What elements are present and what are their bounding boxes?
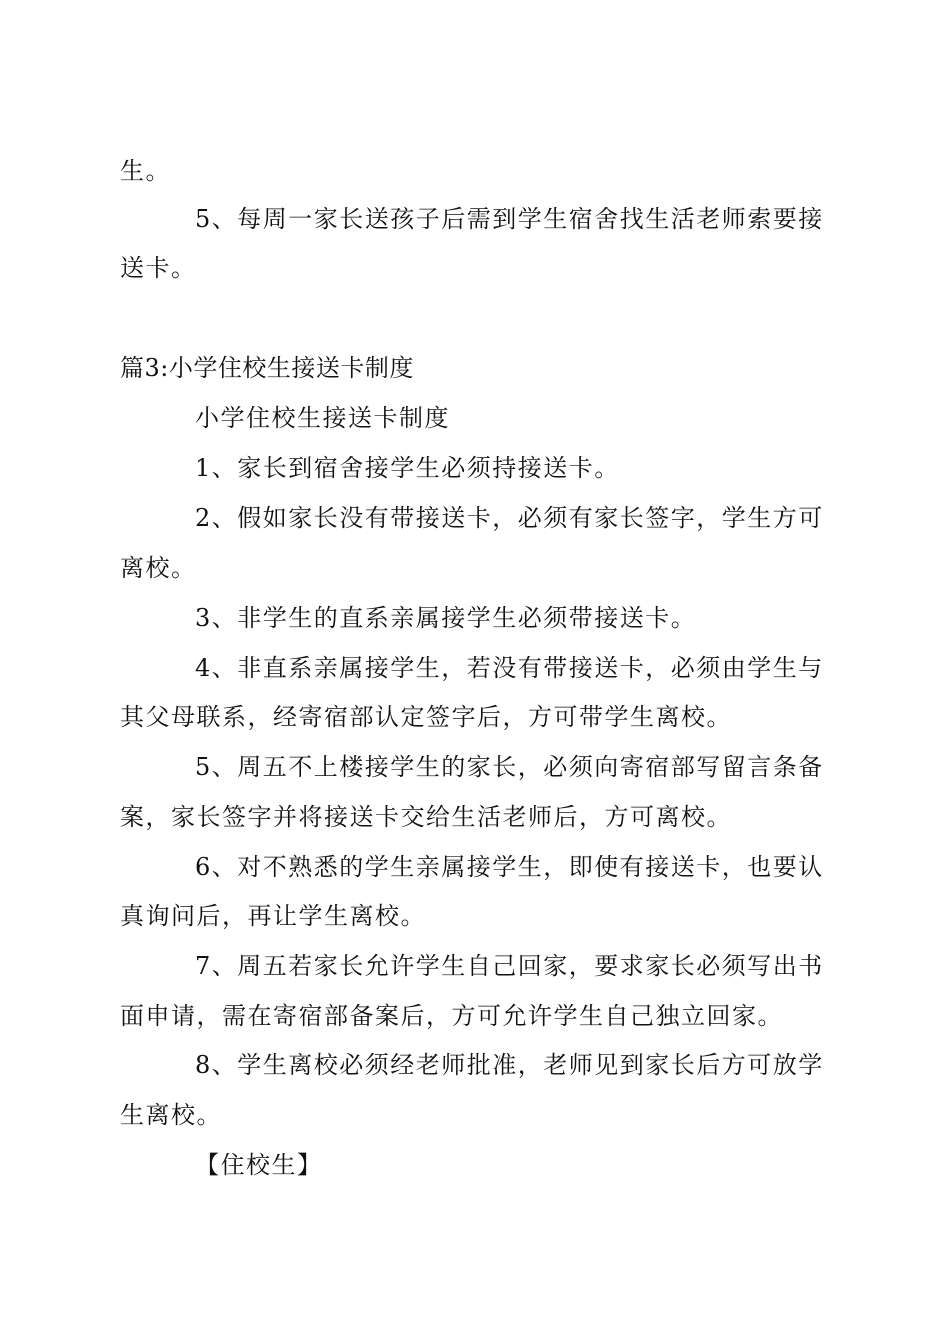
text-line: 7、周五若家长允许学生自己回家，要求家长必须写出书 xyxy=(195,952,824,980)
text-line: 5、周五不上楼接学生的家长，必须向寄宿部写留言条备 xyxy=(195,753,824,781)
text-line: 面申请，需在寄宿部备案后，方可允许学生自己独立回家。 xyxy=(120,1002,783,1030)
text-line: 1、家长到宿舍接学生必须持接送卡。 xyxy=(195,454,620,482)
text-line: 5、每周一家长送孩子后需到学生宿舍找生活老师索要接 xyxy=(195,205,824,233)
text-line: 其父母联系，经寄宿部认定签字后，方可带学生离校。 xyxy=(120,703,732,731)
section-title: 小学住校生接送卡制度 xyxy=(195,404,450,432)
text-line: 6、对不熟悉的学生亲属接学生，即使有接送卡，也要认 xyxy=(195,853,824,881)
text-line: 3、非学生的直系亲属接学生必须带接送卡。 xyxy=(195,604,697,632)
section-heading: 篇3:小学住校生接送卡制度 xyxy=(120,354,414,382)
text-line: 4、非直系亲属接学生，若没有带接送卡，必须由学生与 xyxy=(195,654,824,682)
tag-label: 【住校生】 xyxy=(195,1151,323,1179)
text-line: 送卡。 xyxy=(120,254,197,282)
text-line: 案，家长签字并将接送卡交给生活老师后，方可离校。 xyxy=(120,803,732,831)
text-line: 生离校。 xyxy=(120,1101,222,1129)
text-line: 离校。 xyxy=(120,554,197,582)
text-line: 2、假如家长没有带接送卡，必须有家长签字，学生方可 xyxy=(195,504,824,532)
text-line: 真询问后，再让学生离校。 xyxy=(120,902,426,930)
text-line: 8、学生离校必须经老师批准，老师见到家长后方可放学 xyxy=(195,1051,824,1079)
text-line: 生。 xyxy=(120,157,171,185)
